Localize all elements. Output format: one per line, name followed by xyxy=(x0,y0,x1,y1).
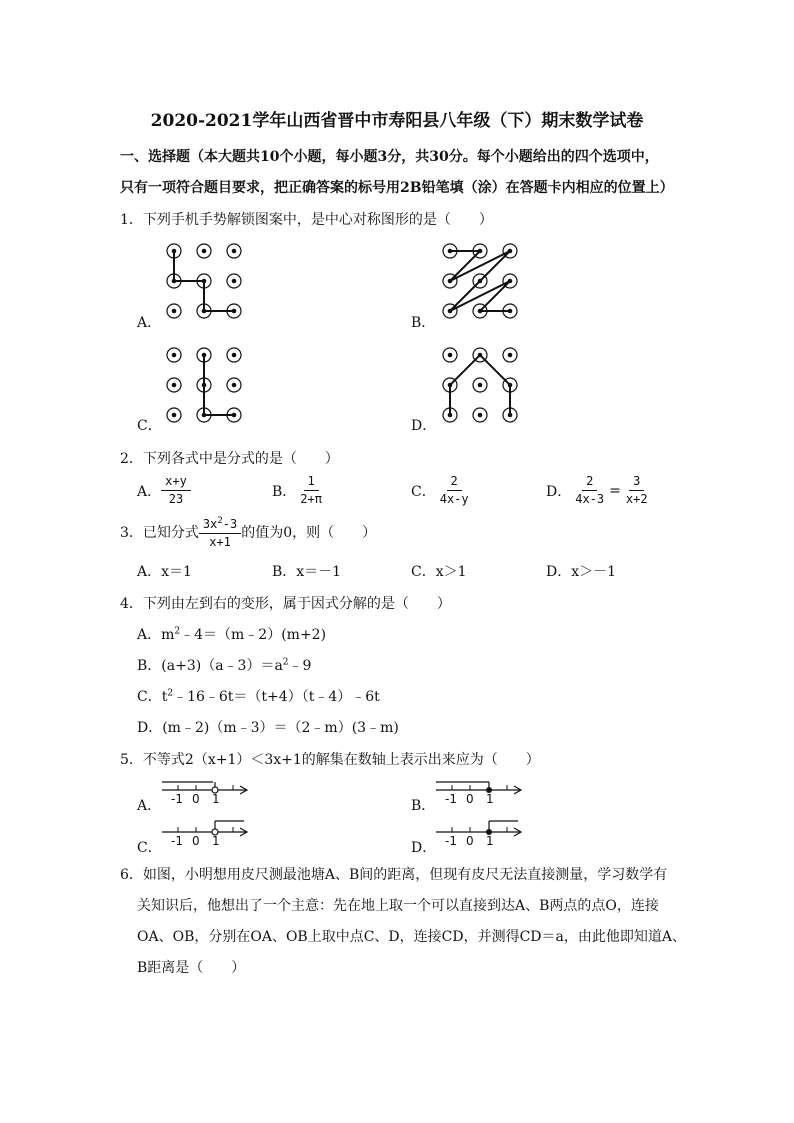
q2-a-denominator: 23 xyxy=(168,492,184,506)
q2-fraction-c xyxy=(436,474,473,507)
q2-a-numerator: x+y xyxy=(161,474,191,491)
q4-stem: 4．下列由左到右的变形，属于因式分解的是（ ） xyxy=(120,596,451,612)
q4-c-part2: ﹣16﹣6t＝（t+4）（t﹣4）﹣6t xyxy=(173,689,380,705)
q5-stem: 5．不等式2（x+1）＜3x+1的解集在数轴上表示出来应为（ ） xyxy=(120,752,540,768)
q5-c-tick-0: 0 xyxy=(192,834,200,848)
q5-d-tick-0: 0 xyxy=(466,834,474,848)
q4-a-part2: ﹣4＝（m﹣2）(m+2) xyxy=(180,627,327,643)
q6-line-1: 6．如图，小明想用皮尺测最池塘A、B间的距离，但现有皮尺无法直接测量，学习数学有 xyxy=(120,867,668,883)
q5-option-d-label: D． xyxy=(411,840,437,856)
q2-fraction-b xyxy=(296,474,326,507)
q1-option-b-label: B． xyxy=(411,315,436,331)
q2-fraction-a xyxy=(161,474,191,507)
q1-pattern-c xyxy=(163,345,249,431)
q2-fraction-d2 xyxy=(622,474,652,507)
q4-c-exp: 2 xyxy=(167,688,174,699)
q3-numerator-b: -3 xyxy=(222,517,238,531)
q4-c-part1: C．t xyxy=(137,689,168,705)
q2-option-c xyxy=(411,474,473,507)
q3-fraction xyxy=(199,514,241,550)
q1-pattern-b xyxy=(439,241,525,327)
q3-option-c: C．x＞1 xyxy=(411,564,467,580)
q3-numerator-exp: 2 xyxy=(217,516,223,526)
q3-option-d: D．x＞－1 xyxy=(546,564,617,580)
q5-b-tick-neg1: -1 xyxy=(445,792,457,806)
q6-line-4: B距离是（ ） xyxy=(137,960,246,976)
q2-option-b xyxy=(272,474,326,507)
q4-option-a xyxy=(137,624,326,644)
q4-option-c xyxy=(137,686,380,706)
q5-a-tick-1: 1 xyxy=(212,792,220,806)
q3-option-a: A．x＝1 xyxy=(137,564,192,580)
q2-stem: 2．下列各式中是分式的是（ ） xyxy=(120,451,339,467)
q1-option-d-label: D． xyxy=(411,418,437,434)
q2-option-d-label: D． xyxy=(546,483,572,500)
q2-d-equals: = xyxy=(609,482,621,499)
q5-a-tick-0: 0 xyxy=(192,792,200,806)
q3-denominator: x+1 xyxy=(209,535,231,549)
q3-numerator-a: 3x xyxy=(202,517,218,531)
q2-option-b-label: B． xyxy=(272,483,297,500)
q4-a-exp: 2 xyxy=(174,626,181,637)
q2-d-denominator-2: x+2 xyxy=(625,492,648,506)
q5-d-tick-1: 1 xyxy=(486,834,494,848)
q5-option-b-label: B． xyxy=(411,798,436,814)
q5-b-tick-0: 0 xyxy=(466,792,474,806)
q1-stem: 1．下列手机手势解锁图案中，是中心对称图形的是（ ） xyxy=(120,212,493,228)
q4-b-exp: 2 xyxy=(282,657,289,668)
q4-b-part1: B．(a+3)（a﹣3）＝a xyxy=(137,658,283,674)
q2-d-denominator-1: 4x-3 xyxy=(575,492,605,506)
q5-b-tick-1: 1 xyxy=(486,792,494,806)
q2-fraction-d1 xyxy=(571,474,608,507)
q2-option-a xyxy=(137,474,191,507)
q3-stem xyxy=(120,514,376,550)
q3-stem-suffix: 的值为0，则（ ） xyxy=(241,525,377,541)
q5-d-tick-neg1: -1 xyxy=(445,834,457,848)
q4-option-b xyxy=(137,655,311,675)
q5-option-a-label: A． xyxy=(137,798,162,814)
q2-b-numerator: 1 xyxy=(304,474,319,491)
q5-option-c-label: C． xyxy=(137,840,162,856)
q1-pattern-a xyxy=(163,241,249,327)
q2-option-d xyxy=(546,474,652,507)
q2-option-a-label: A． xyxy=(137,483,162,500)
q1-option-a-label: A． xyxy=(137,315,162,331)
q4-option-d: D．(m﹣2)（m﹣3）＝（2﹣m）(3﹣m) xyxy=(137,720,399,736)
section-header-line-1: 一、选择题（本大题共10个小题，每小题3分，共30分。每个小题给出的四个选项中， xyxy=(120,149,659,165)
q6-line-3: OA、OB，分别在OA、OB上取中点C、D，连接CD，并测得CD＝a，由此他即知道A、 xyxy=(137,929,686,945)
q3-option-b: B．x＝－1 xyxy=(272,564,342,580)
q6-line-2: 关知识后，他想出了一个主意：先在地上取一个可以直接到达A、B两点的点O，连接 xyxy=(137,898,659,914)
q1-pattern-d xyxy=(439,345,525,431)
page-title: 2020-2021学年山西省晋中市寿阳县八年级（下）期末数学试卷 xyxy=(150,111,644,131)
q1-option-c-label: C． xyxy=(137,418,162,434)
q2-b-denominator: 2+π xyxy=(300,492,322,506)
q4-a-part1: A．m xyxy=(137,627,175,643)
q2-c-numerator: 2 xyxy=(447,474,462,491)
q5-c-tick-1: 1 xyxy=(212,834,220,848)
q3-stem-prefix: 3．已知分式 xyxy=(120,525,199,541)
q5-c-tick-neg1: -1 xyxy=(171,834,183,848)
q2-d-numerator-2: 3 xyxy=(629,474,644,491)
q2-c-denominator: 4x-y xyxy=(439,492,469,506)
q2-option-c-label: C． xyxy=(411,483,436,500)
q4-b-part2: ﹣9 xyxy=(288,658,312,674)
q5-a-tick-neg1: -1 xyxy=(171,792,183,806)
q2-d-numerator-1: 2 xyxy=(582,474,597,491)
q3-numerator xyxy=(199,514,241,534)
section-header-line-2: 只有一项符合题目要求，把正确答案的标号用2B铅笔填（涂）在答题卡内相应的位置上） xyxy=(120,180,674,196)
